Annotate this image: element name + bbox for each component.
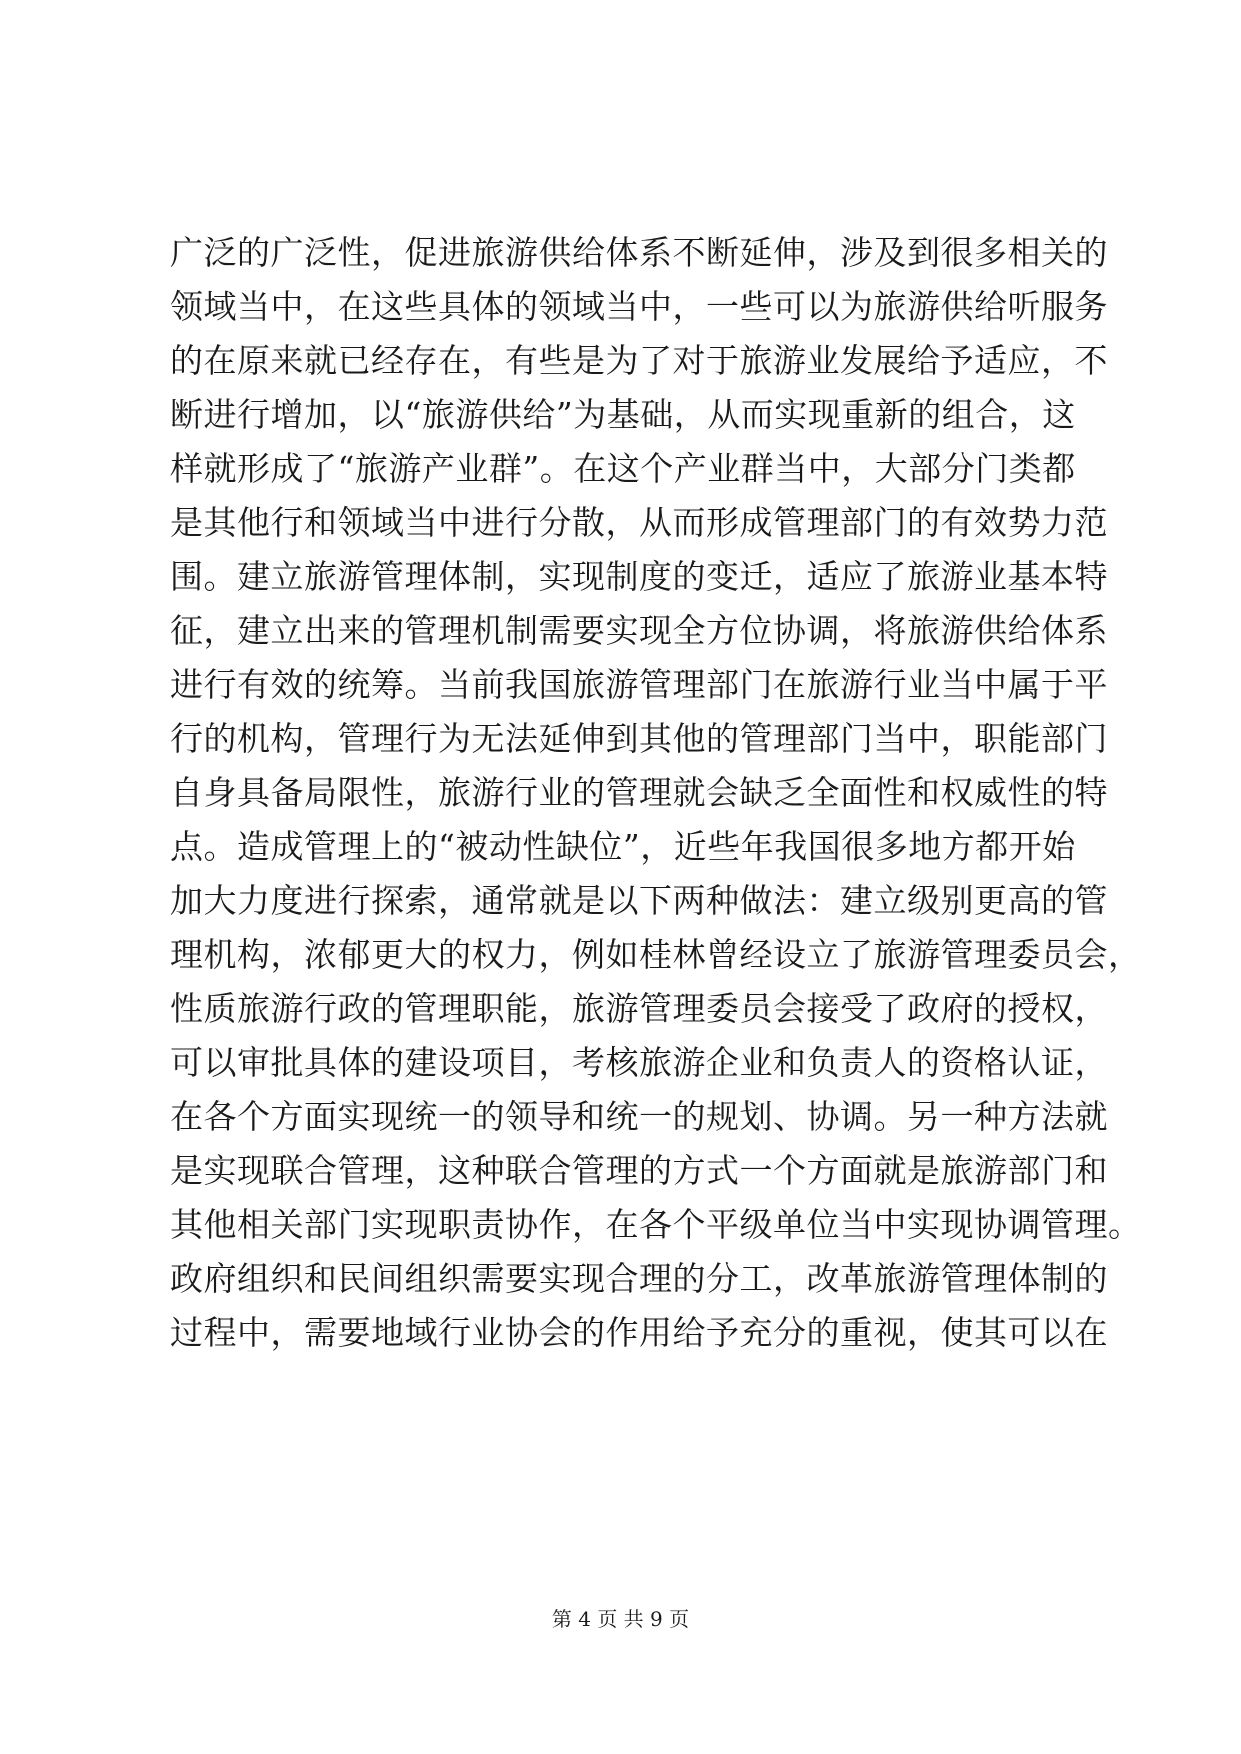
text-line: 围。建立旅游管理体制，实现制度的变迁，适应了旅游业基本特 [170,557,1108,596]
text-line: 的在原来就已经存在，有些是为了对于旅游业发展给予适应，不 [170,341,1108,380]
text-line: 性质旅游行政的管理职能，旅游管理委员会接受了政府的授权， [170,989,1108,1028]
text-line: 加大力度进行探索，通常就是以下两种做法：建立级别更高的管 [170,881,1108,920]
text-line: 理机构，浓郁更大的权力，例如桂林曾经设立了旅游管理委员会， [170,935,1142,974]
page-number-footer: 第 4 页 共 9 页 [551,1607,690,1631]
text-line: 行的机构，管理行为无法延伸到其他的管理部门当中，职能部门 [170,719,1108,758]
text-line: 其他相关部门实现职责协作，在各个平级单位当中实现协调管理。 [170,1205,1142,1244]
text-line: 征，建立出来的管理机制需要实现全方位协调，将旅游供给体系 [170,611,1108,650]
text-line: 政府组织和民间组织需要实现合理的分工，改革旅游管理体制的 [170,1259,1108,1298]
text-line: 进行有效的统筹。当前我国旅游管理部门在旅游行业当中属于平 [170,665,1108,704]
text-line: 自身具备局限性，旅游行业的管理就会缺乏全面性和权威性的特 [170,773,1108,812]
text-line: 过程中，需要地域行业协会的作用给予充分的重视，使其可以在 [170,1313,1108,1352]
text-line: 广泛的广泛性，促进旅游供给体系不断延伸，涉及到很多相关的 [170,233,1108,272]
text-line: 在各个方面实现统一的领导和统一的规划、协调。另一种方法就 [170,1097,1108,1136]
text-line: 样就形成了“旅游产业群”。在这个产业群当中，大部分门类都 [170,449,1076,488]
text-line: 断进行增加，以“旅游供给”为基础，从而实现重新的组合，这 [170,395,1076,434]
text-line: 是其他行和领域当中进行分散，从而形成管理部门的有效势力范 [170,503,1108,542]
text-line: 是实现联合管理，这种联合管理的方式一个方面就是旅游部门和 [170,1151,1108,1190]
text-line: 点。造成管理上的“被动性缺位”，近些年我国很多地方都开始 [170,827,1076,866]
text-line: 领域当中，在这些具体的领域当中，一些可以为旅游供给听服务 [170,287,1108,326]
text-line: 可以审批具体的建设项目，考核旅游企业和负责人的资格认证， [170,1043,1108,1082]
body-text [170,226,1142,1360]
